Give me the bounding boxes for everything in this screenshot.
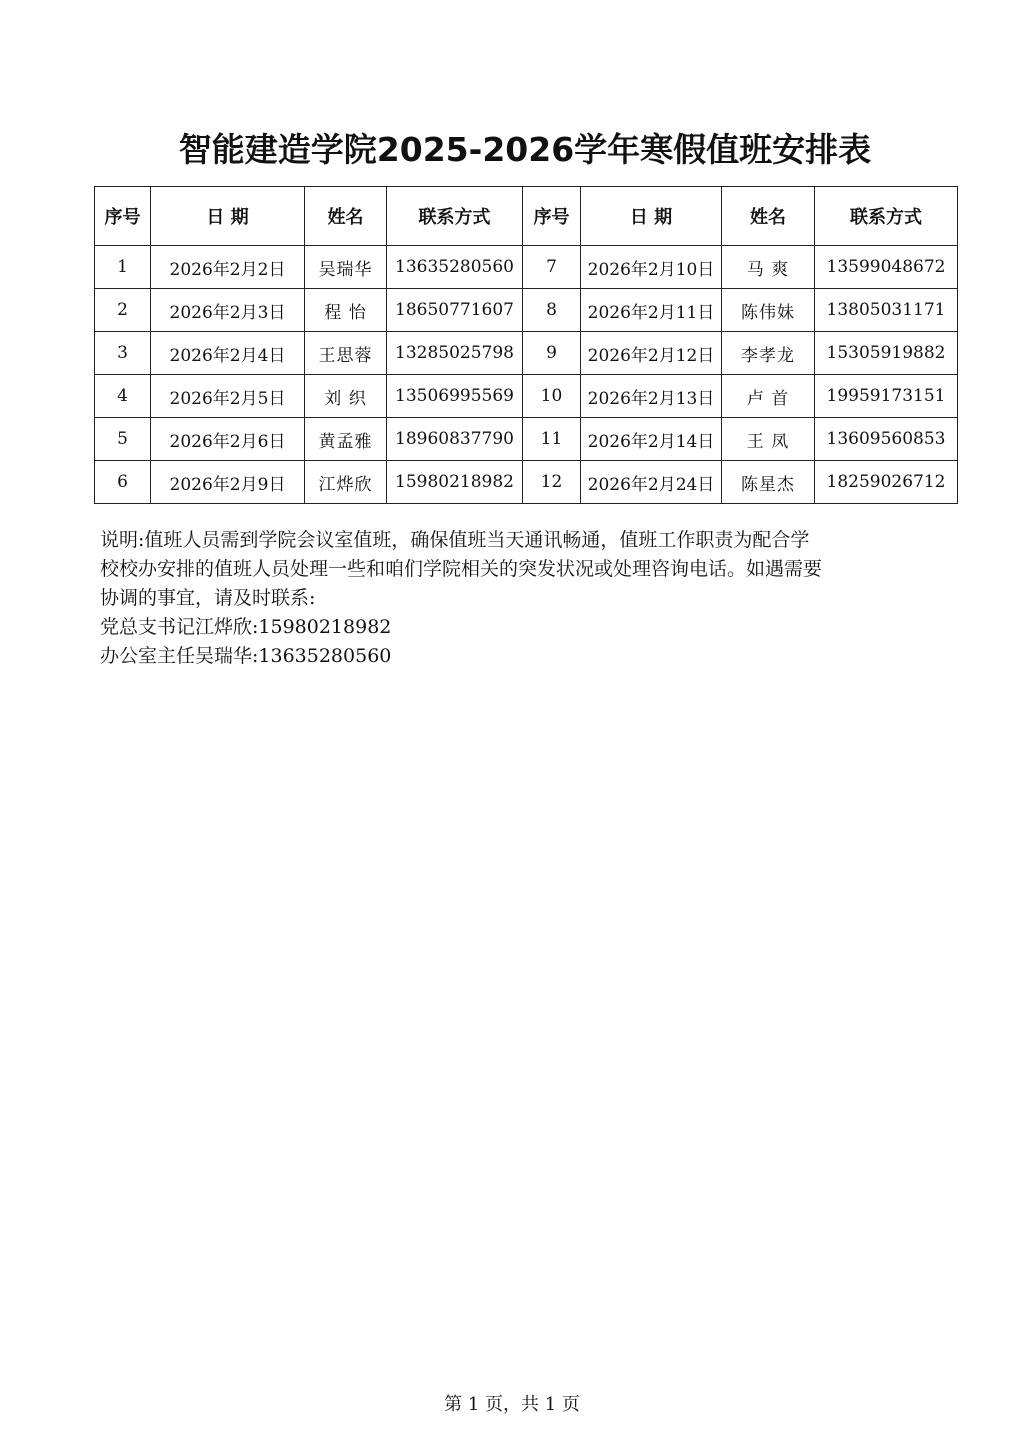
header-date: 日 期	[581, 187, 722, 246]
table-row	[95, 461, 958, 504]
index-cell: 10	[523, 375, 581, 418]
table-row	[95, 418, 958, 461]
name-cell: 程 怡	[305, 289, 387, 332]
index-cell: 9	[523, 332, 581, 375]
page-title: 智能建造学院2025-2026学年寒假值班安排表	[178, 130, 872, 169]
index-cell: 8	[523, 289, 581, 332]
name-cell: 刘 织	[305, 375, 387, 418]
name-cell: 陈伟妹	[722, 289, 815, 332]
index-cell: 12	[523, 461, 581, 504]
index-cell: 11	[523, 418, 581, 461]
header-contact: 联系方式	[815, 187, 958, 246]
phone-cell: 13609560853	[815, 418, 958, 461]
table-row	[95, 332, 958, 375]
index-cell: 5	[95, 418, 151, 461]
header-index: 序号	[95, 187, 151, 246]
phone-cell: 18259026712	[815, 461, 958, 504]
name-cell: 江烨欣	[305, 461, 387, 504]
index-cell: 4	[95, 375, 151, 418]
contact-office-director: 办公室主任吴瑞华:13635280560	[100, 645, 392, 667]
header-name: 姓名	[722, 187, 815, 246]
date-cell: 2026年2月2日	[151, 246, 305, 289]
name-cell: 卢 首	[722, 375, 815, 418]
name-cell: 陈星杰	[722, 461, 815, 504]
phone-cell: 13506995569	[387, 375, 523, 418]
date-cell: 2026年2月12日	[581, 332, 722, 375]
index-cell: 2	[95, 289, 151, 332]
duty-schedule-table	[94, 186, 958, 504]
table-row	[95, 375, 958, 418]
phone-cell: 13285025798	[387, 332, 523, 375]
contact-secretary: 党总支书记江烨欣:15980218982	[100, 616, 392, 638]
phone-cell: 15980218982	[387, 461, 523, 504]
table-row	[95, 289, 958, 332]
table-row	[95, 246, 958, 289]
date-cell: 2026年2月24日	[581, 461, 722, 504]
note-line: 说明:值班人员需到学院会议室值班，确保值班当天通讯畅通，值班工作职责为配合学	[100, 529, 810, 551]
phone-cell: 18960837790	[387, 418, 523, 461]
date-cell: 2026年2月11日	[581, 289, 722, 332]
duty-note	[100, 526, 950, 671]
date-cell: 2026年2月14日	[581, 418, 722, 461]
date-cell: 2026年2月9日	[151, 461, 305, 504]
date-cell: 2026年2月4日	[151, 332, 305, 375]
header-date: 日 期	[151, 187, 305, 246]
phone-cell: 18650771607	[387, 289, 523, 332]
index-cell: 3	[95, 332, 151, 375]
phone-cell: 13635280560	[387, 246, 523, 289]
phone-cell: 13805031171	[815, 289, 958, 332]
table-header-row	[95, 187, 958, 246]
date-cell: 2026年2月6日	[151, 418, 305, 461]
name-cell: 黄孟雅	[305, 418, 387, 461]
name-cell: 吴瑞华	[305, 246, 387, 289]
name-cell: 王思蓉	[305, 332, 387, 375]
index-cell: 1	[95, 246, 151, 289]
name-cell: 王 凤	[722, 418, 815, 461]
phone-cell: 19959173151	[815, 375, 958, 418]
note-line: 校校办安排的值班人员处理一些和咱们学院相关的突发状况或处理咨询电话。如遇需要	[100, 558, 823, 580]
date-cell: 2026年2月3日	[151, 289, 305, 332]
index-cell: 7	[523, 246, 581, 289]
header-contact: 联系方式	[387, 187, 523, 246]
date-cell: 2026年2月10日	[581, 246, 722, 289]
date-cell: 2026年2月13日	[581, 375, 722, 418]
header-name: 姓名	[305, 187, 387, 246]
page-number-footer: 第 1 页，共 1 页	[444, 1394, 580, 1415]
phone-cell: 13599048672	[815, 246, 958, 289]
note-line: 协调的事宜，请及时联系:	[100, 587, 316, 609]
date-cell: 2026年2月5日	[151, 375, 305, 418]
header-index: 序号	[523, 187, 581, 246]
name-cell: 马 爽	[722, 246, 815, 289]
name-cell: 李孝龙	[722, 332, 815, 375]
index-cell: 6	[95, 461, 151, 504]
phone-cell: 15305919882	[815, 332, 958, 375]
